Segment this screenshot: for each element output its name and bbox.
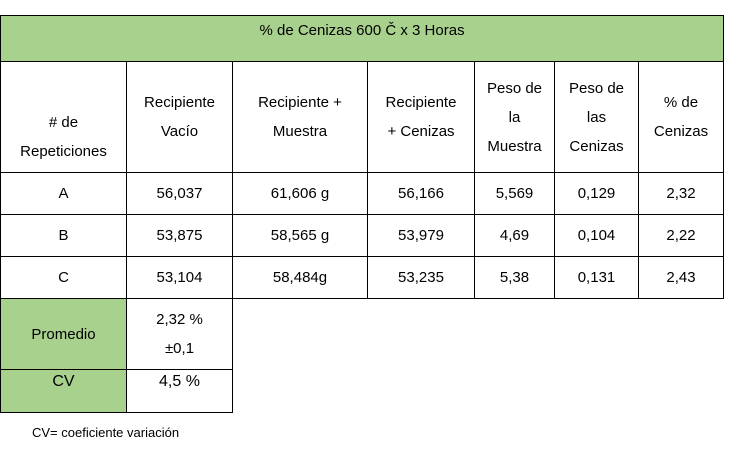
- header-recipiente-vacio: Recipiente Vacío: [127, 62, 233, 173]
- header-recipiente-cenizas: Recipiente + Cenizas: [368, 62, 475, 173]
- header-recipiente-muestra: Recipiente + Muestra: [233, 62, 368, 173]
- table-cell: 0,104: [555, 215, 639, 257]
- table-cell: 0,129: [555, 173, 639, 215]
- promedio-label: Promedio: [1, 299, 127, 370]
- table-title: % de Cenizas 600 Č x 3 Horas: [1, 16, 724, 62]
- table-cell: 2,32: [639, 173, 724, 215]
- table-cell: A: [1, 173, 127, 215]
- footnote: CV= coeficiente variación: [32, 425, 180, 440]
- table-cell: 53,875: [127, 215, 233, 257]
- header-repeticiones: # de Repeticiones: [1, 62, 127, 173]
- table-cell: 2,43: [639, 257, 724, 299]
- promedio-row: [1, 299, 724, 370]
- table-cell: C: [1, 257, 127, 299]
- header-porcentaje-cenizas: % de Cenizas: [639, 62, 724, 173]
- table-cell: B: [1, 215, 127, 257]
- table-cell: 56,166: [368, 173, 475, 215]
- table-cell: 61,606 g: [233, 173, 368, 215]
- table-cell: 58,565 g: [233, 215, 368, 257]
- table-cell: 4,69: [475, 215, 555, 257]
- cv-row: [1, 370, 724, 413]
- table-cell: 53,235: [368, 257, 475, 299]
- table-cell: 2,22: [639, 215, 724, 257]
- table-cell: 58,484g: [233, 257, 368, 299]
- title-row: [1, 16, 724, 62]
- cv-value: 4,5 %: [127, 370, 233, 413]
- table-row-a: [1, 173, 724, 215]
- table-cell: 53,979: [368, 215, 475, 257]
- promedio-value: 2,32 % ±0,1: [127, 299, 233, 370]
- table-row-b: [1, 215, 724, 257]
- cv-label: CV: [1, 370, 127, 413]
- ash-results-table: [0, 15, 724, 413]
- header-row: [1, 62, 724, 173]
- header-peso-cenizas: Peso de las Cenizas: [555, 62, 639, 173]
- table-cell: 5,38: [475, 257, 555, 299]
- table-cell: 5,569: [475, 173, 555, 215]
- table-cell: 56,037: [127, 173, 233, 215]
- table-cell: 0,131: [555, 257, 639, 299]
- table-cell: 53,104: [127, 257, 233, 299]
- header-peso-muestra: Peso de la Muestra: [475, 62, 555, 173]
- table-row-c: [1, 257, 724, 299]
